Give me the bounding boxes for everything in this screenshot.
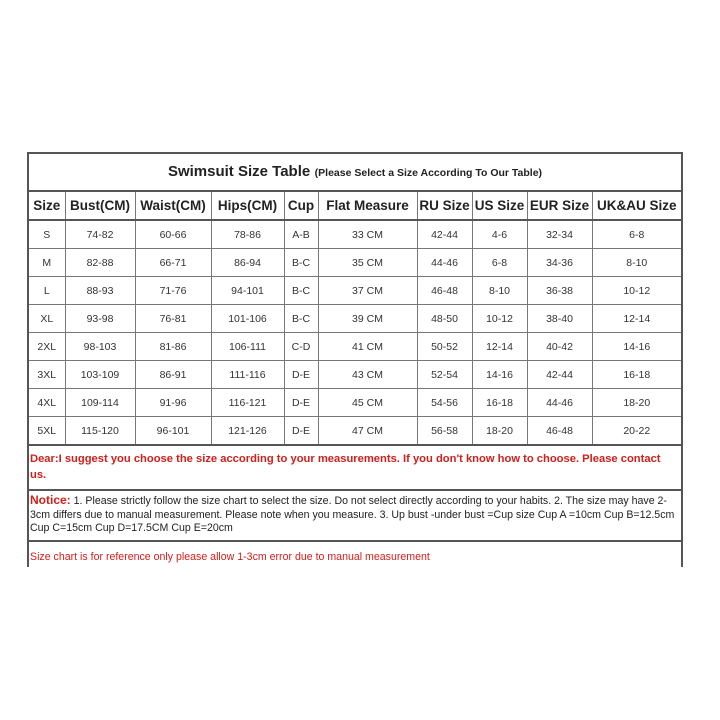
notice-label: Notice: [30, 493, 71, 507]
table-cell: 96-101 [135, 417, 211, 446]
table-cell: 86-91 [135, 361, 211, 389]
table-cell: 106-111 [211, 333, 284, 361]
table-cell: B-C [284, 277, 318, 305]
title-row [29, 154, 681, 192]
table-cell: 101-106 [211, 305, 284, 333]
table-cell: 93-98 [65, 305, 135, 333]
table-header-row [29, 192, 681, 220]
table-cell: B-C [284, 305, 318, 333]
table-cell: 94-101 [211, 277, 284, 305]
table-cell: 38-40 [527, 305, 592, 333]
table-cell: 71-76 [135, 277, 211, 305]
table-cell: 47 CM [318, 417, 417, 446]
table-cell: 54-56 [417, 389, 472, 417]
table-cell: 88-93 [65, 277, 135, 305]
table-cell: 32-34 [527, 220, 592, 249]
table-cell: 76-81 [135, 305, 211, 333]
table-cell: 10-12 [472, 305, 527, 333]
size-chart-sheet [27, 152, 683, 567]
table-cell: 16-18 [472, 389, 527, 417]
table-cell: D-E [284, 361, 318, 389]
table-cell: 74-82 [65, 220, 135, 249]
table-row [29, 361, 681, 389]
size-table [29, 192, 681, 446]
column-header: EUR Size [527, 192, 592, 220]
table-cell: 18-20 [592, 389, 681, 417]
table-cell: 8-10 [472, 277, 527, 305]
table-cell: 44-46 [527, 389, 592, 417]
table-cell: 56-58 [417, 417, 472, 446]
table-cell: 36-38 [527, 277, 592, 305]
table-cell: 12-14 [472, 333, 527, 361]
table-cell: 103-109 [65, 361, 135, 389]
table-cell: 4-6 [472, 220, 527, 249]
table-cell: 44-46 [417, 249, 472, 277]
table-cell: 3XL [29, 361, 65, 389]
table-cell: 10-12 [592, 277, 681, 305]
table-cell: 33 CM [318, 220, 417, 249]
table-cell: 50-52 [417, 333, 472, 361]
table-body [29, 220, 681, 445]
table-cell: C-D [284, 333, 318, 361]
column-header: Bust(CM) [65, 192, 135, 220]
table-cell: 111-116 [211, 361, 284, 389]
table-cell: 98-103 [65, 333, 135, 361]
table-cell: D-E [284, 417, 318, 446]
table-cell: 46-48 [527, 417, 592, 446]
table-cell: 121-126 [211, 417, 284, 446]
table-cell: 6-8 [592, 220, 681, 249]
table-cell: 34-36 [527, 249, 592, 277]
table-cell: 14-16 [472, 361, 527, 389]
table-row [29, 389, 681, 417]
notice-block [29, 491, 681, 542]
table-cell: M [29, 249, 65, 277]
table-cell: 35 CM [318, 249, 417, 277]
table-cell: 82-88 [65, 249, 135, 277]
table-cell: 48-50 [417, 305, 472, 333]
table-cell: XL [29, 305, 65, 333]
table-cell: B-C [284, 249, 318, 277]
table-row [29, 305, 681, 333]
column-header: Cup [284, 192, 318, 220]
table-cell: 2XL [29, 333, 65, 361]
table-cell: 46-48 [417, 277, 472, 305]
table-cell: 109-114 [65, 389, 135, 417]
table-cell: 52-54 [417, 361, 472, 389]
table-cell: 42-44 [527, 361, 592, 389]
table-cell: D-E [284, 389, 318, 417]
table-cell: 60-66 [135, 220, 211, 249]
column-header: UK&AU Size [592, 192, 681, 220]
chart-subtitle: (Please Select a Size According To Our Table) [314, 167, 543, 179]
table-cell: 66-71 [135, 249, 211, 277]
table-cell: 78-86 [211, 220, 284, 249]
table-cell: 45 CM [318, 389, 417, 417]
table-cell: A-B [284, 220, 318, 249]
table-cell: 37 CM [318, 277, 417, 305]
table-cell: 116-121 [211, 389, 284, 417]
table-row [29, 333, 681, 361]
column-header: Hips(CM) [211, 192, 284, 220]
dear-message: Dear:I suggest you choose the size according to your measurements. If you don't know how to choose. Please contact us. [29, 446, 681, 491]
column-header: Size [29, 192, 65, 220]
table-cell: 41 CM [318, 333, 417, 361]
notice-text: 1. Please strictly follow the size chart to select the size. Do not select directly according to your habits. 2. The size may have 2-3cm differs due to manual measurement. Please note when you measure. 3. Up bust -under bust =Cup size Cup A =10cm Cup B=12.5cm Cup C=15cm Cup D=17.5CM Cup E=20cm [30, 495, 675, 534]
table-cell: S [29, 220, 65, 249]
table-cell: 14-16 [592, 333, 681, 361]
table-row [29, 417, 681, 446]
column-header: Waist(CM) [135, 192, 211, 220]
table-cell: 42-44 [417, 220, 472, 249]
table-cell: 81-86 [135, 333, 211, 361]
table-cell: 91-96 [135, 389, 211, 417]
table-cell: 4XL [29, 389, 65, 417]
table-row [29, 277, 681, 305]
column-header: US Size [472, 192, 527, 220]
table-cell: 39 CM [318, 305, 417, 333]
column-header: Flat Measure [318, 192, 417, 220]
table-cell: 5XL [29, 417, 65, 446]
table-cell: 43 CM [318, 361, 417, 389]
table-cell: 6-8 [472, 249, 527, 277]
table-cell: 8-10 [592, 249, 681, 277]
column-header: RU Size [417, 192, 472, 220]
reference-note: Size chart is for reference only please allow 1-3cm error due to manual measurement [30, 550, 430, 563]
table-row [29, 220, 681, 249]
table-row [29, 249, 681, 277]
table-cell: 115-120 [65, 417, 135, 446]
table-cell: 86-94 [211, 249, 284, 277]
table-cell: 18-20 [472, 417, 527, 446]
table-cell: 16-18 [592, 361, 681, 389]
table-cell: 40-42 [527, 333, 592, 361]
table-cell: 12-14 [592, 305, 681, 333]
table-cell: L [29, 277, 65, 305]
table-cell: 20-22 [592, 417, 681, 446]
chart-title: Swimsuit Size Table [167, 163, 311, 180]
